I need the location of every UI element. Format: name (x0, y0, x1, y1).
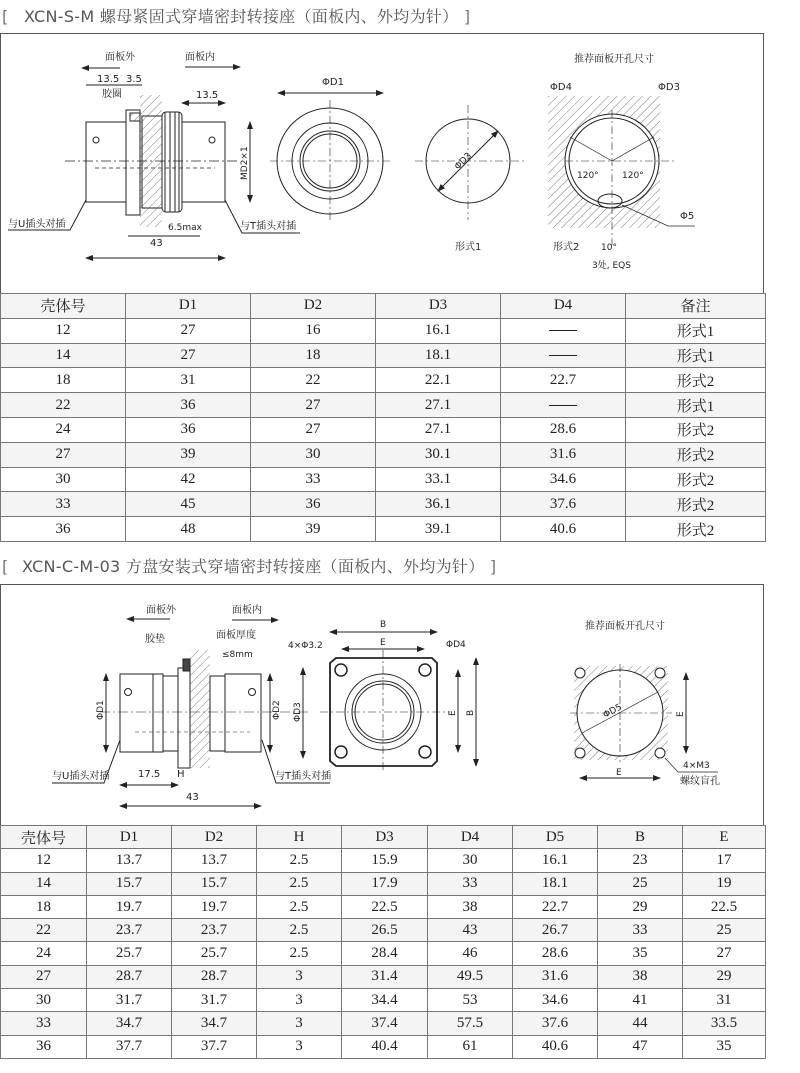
table-cell: 18 (251, 343, 376, 368)
table-cell: 15.7 (172, 872, 257, 895)
label-cutout-title: 推荐面板开孔尺寸 (585, 621, 665, 632)
table-cell: 46 (428, 942, 513, 965)
column-header: B (598, 826, 683, 849)
table-cell: 形式2 (626, 417, 766, 442)
label-panel-inside: 面板内 (232, 605, 262, 616)
bracket-open: [ (2, 557, 9, 576)
table-cell: 24 (1, 417, 126, 442)
table-cell: 形式2 (626, 517, 766, 542)
label-phi-d1: ΦD1 (322, 77, 344, 88)
table-cell: 48 (126, 517, 251, 542)
label-phi-d2: ΦD2 (272, 700, 282, 720)
section2-spec-table (0, 825, 766, 1059)
label-phi-5: Φ5 (680, 211, 695, 222)
table-cell: 36 (251, 492, 376, 517)
table-cell: 30 (1, 467, 126, 492)
dim-b-top: B (380, 620, 387, 630)
left-body (120, 674, 163, 752)
gasket-flange (178, 668, 190, 768)
label-phi-d3: ΦD3 (658, 82, 680, 93)
table-cell: 49.5 (428, 965, 513, 988)
table-cell: 33 (598, 919, 683, 942)
dim-e-right: E (676, 711, 686, 717)
column-header: D3 (376, 294, 501, 319)
table-cell: 16 (251, 318, 376, 343)
column-header: 备注 (626, 294, 766, 319)
dim-e-side: E (448, 710, 458, 716)
table-cell: 27 (126, 343, 251, 368)
column-header: D2 (251, 294, 376, 319)
table-cell: 23 (598, 849, 683, 872)
table-row (1, 895, 766, 918)
dim-3-5: 3.5 (126, 74, 142, 85)
dim-e-top: E (380, 638, 386, 648)
label-phi-d4: ΦD4 (550, 82, 572, 93)
table-cell: 25.7 (87, 942, 172, 965)
table-cell: 61 (428, 1035, 513, 1058)
table-cell: 31 (126, 368, 251, 393)
table-cell: 19 (683, 872, 766, 895)
table-cell: 18 (1, 895, 87, 918)
table-cell: 33 (428, 872, 513, 895)
table-cell: 27.1 (376, 393, 501, 418)
table-cell: 39.1 (376, 517, 501, 542)
table-cell: 形式1 (626, 318, 766, 343)
table-cell: 45 (126, 492, 251, 517)
table-cell: 22.7 (501, 368, 626, 393)
table-cell: 37.4 (342, 1012, 428, 1035)
table-cell: 42 (126, 467, 251, 492)
table-row (1, 849, 766, 872)
label-phi-d5: ΦD5 (601, 702, 624, 721)
column-header: 壳体号 (1, 294, 126, 319)
table-cell: 22 (251, 368, 376, 393)
table-cell: 27 (126, 318, 251, 343)
column-header: D3 (342, 826, 428, 849)
table-cell: 47 (598, 1035, 683, 1058)
table-cell: 17 (683, 849, 766, 872)
table-cell: 形式2 (626, 368, 766, 393)
label-panel-outside: 面板外 (146, 605, 176, 616)
gasket-section (183, 659, 190, 671)
table-cell: 33.5 (683, 1012, 766, 1035)
label-form2: 形式2 (553, 242, 580, 253)
table-cell: 37.7 (87, 1035, 172, 1058)
table-row (1, 1012, 766, 1035)
label-thickness-max: ≤8mm (222, 650, 253, 660)
table-cell: 40.4 (342, 1035, 428, 1058)
table-row (1, 965, 766, 988)
table-cell: 形式1 (626, 393, 766, 418)
table-cell: 53 (428, 989, 513, 1012)
table-cell: 27 (1, 965, 87, 988)
label-seal-ring: 胶圈 (102, 89, 122, 100)
table-cell: 22 (1, 393, 126, 418)
table-row (1, 1035, 766, 1058)
table-cell: 19.7 (172, 895, 257, 918)
table-cell: 30.1 (376, 442, 501, 467)
table-cell: 19.7 (87, 895, 172, 918)
column-header: D2 (172, 826, 257, 849)
dim-6-5max: 6.5max (168, 223, 202, 233)
table-cell: 31.6 (513, 965, 598, 988)
table-cell: 2.5 (257, 895, 342, 918)
section2-title-text: XCN-C-M-03 方盘安装式穿墙密封转接座（面板内、外均为针） (21, 557, 485, 576)
label-angle-120-right: 120° (622, 171, 644, 181)
label-panel-inside: 面板内 (185, 52, 215, 63)
bracket-close: ] (489, 557, 497, 576)
table-cell: 15.9 (342, 849, 428, 872)
table-cell: 25 (683, 919, 766, 942)
table-cell: 41 (598, 989, 683, 1012)
table-cell: 16.1 (513, 849, 598, 872)
table-cell: 44 (598, 1012, 683, 1035)
column-header: D1 (126, 294, 251, 319)
square-panel-cutout (570, 619, 720, 787)
table-cell: 36 (126, 417, 251, 442)
label-phi-d3-tol: ΦD3 (453, 151, 475, 173)
table-cell: 38 (598, 965, 683, 988)
table-cell: 3 (257, 965, 342, 988)
table-cell: 33 (1, 1012, 87, 1035)
table-cell: 30 (1, 989, 87, 1012)
table-cell: 14 (1, 872, 87, 895)
table-cell: 39 (251, 517, 376, 542)
label-blind-hole: 螺纹盲孔 (680, 776, 720, 787)
body-inside (210, 676, 225, 751)
label-thread: MD2×1 (240, 146, 250, 180)
dim-e-bottom: E (616, 768, 622, 778)
table-cell: 28.6 (513, 942, 598, 965)
table-cell: 28.6 (501, 417, 626, 442)
table-cell: 34.6 (513, 989, 598, 1012)
table-cell: 33 (251, 467, 376, 492)
table-cell: 形式2 (626, 442, 766, 467)
column-header: D1 (87, 826, 172, 849)
table-cell: 34.6 (501, 467, 626, 492)
table-cell: 25.7 (172, 942, 257, 965)
table-cell: 22.5 (342, 895, 428, 918)
table-cell: 37.6 (513, 1012, 598, 1035)
label-angle-120-left: 120° (577, 171, 599, 181)
section1-title-text: XCN-S-M 螺母紧固式穿墙密封转接座（面板内、外均为针） (23, 7, 459, 26)
table-cell: 33 (1, 492, 126, 517)
table-cell: 26.7 (513, 919, 598, 942)
dim-13-5-right: 13.5 (196, 90, 219, 101)
table-cell: 36.1 (376, 492, 501, 517)
label-phi-d1: ΦD1 (96, 700, 106, 720)
table-cell: 形式2 (626, 467, 766, 492)
table-cell: 12 (1, 318, 126, 343)
table-cell: 37.7 (172, 1035, 257, 1058)
label-m3: 4×M3 (683, 761, 710, 771)
column-header: D4 (428, 826, 513, 849)
side-view-flange-connector (52, 603, 331, 806)
label-holes: 4×Φ3.2 (288, 641, 323, 651)
table-cell: 30 (428, 849, 513, 872)
table-row (1, 872, 766, 895)
table-cell: 18.1 (513, 872, 598, 895)
dim-13-5-left: 13.5 (97, 74, 120, 85)
table-cell: 31.7 (87, 989, 172, 1012)
column-header: H (257, 826, 342, 849)
table-cell: 13.7 (87, 849, 172, 872)
table-cell: 40.6 (513, 1035, 598, 1058)
label-panel-outside: 面板外 (105, 52, 135, 63)
label-gasket: 胶垫 (145, 634, 165, 645)
table-cell: 27 (251, 417, 376, 442)
table-cell: 34.7 (87, 1012, 172, 1035)
table-cell: 22.7 (513, 895, 598, 918)
table-cell: 24 (1, 942, 87, 965)
square-flange-front-view (288, 620, 476, 772)
table-cell: 22.5 (683, 895, 766, 918)
table-cell: 35 (598, 942, 683, 965)
label-phi-d4: ΦD4 (446, 640, 466, 650)
table-cell: 36 (126, 393, 251, 418)
table-cell: 16.1 (376, 318, 501, 343)
table-cell: 28.7 (87, 965, 172, 988)
table-cell: 22.1 (376, 368, 501, 393)
flange-left (163, 676, 178, 751)
dim-43: 43 (186, 792, 199, 803)
table-cell: 形式2 (626, 492, 766, 517)
table-cell: 26.5 (342, 919, 428, 942)
table-cell: 34.7 (172, 1012, 257, 1035)
table-row (1, 942, 766, 965)
table-cell: 27 (251, 393, 376, 418)
label-angle-10: 10° (601, 243, 617, 253)
table-cell: 29 (598, 895, 683, 918)
label-mate-u: 与U插头对插 (8, 219, 66, 230)
table-cell: 18 (1, 368, 126, 393)
table-cell: 形式1 (626, 343, 766, 368)
table-cell: 27.1 (376, 417, 501, 442)
right-body (225, 674, 261, 752)
table-cell: 3 (257, 989, 342, 1012)
label-mate-u: 与U插头对插 (52, 771, 110, 782)
bracket-open: [ (2, 7, 9, 26)
table-cell: 15.7 (87, 872, 172, 895)
table-cell: 39 (126, 442, 251, 467)
table-cell: 37.6 (501, 492, 626, 517)
table-row (1, 919, 766, 942)
table-cell: 31.4 (342, 965, 428, 988)
table-cell: 43 (428, 919, 513, 942)
table-cell: 27 (1, 442, 126, 467)
table-cell: 38 (428, 895, 513, 918)
table-cell: 31.7 (172, 989, 257, 1012)
column-header: 壳体号 (1, 826, 87, 849)
table-cell: 2.5 (257, 872, 342, 895)
label-mate-t: 与T插头对插 (240, 221, 297, 232)
label-phi-d3: ΦD3 (293, 702, 303, 722)
table-cell: 40.6 (501, 517, 626, 542)
table-cell: 27 (683, 942, 766, 965)
dim-h: H (177, 769, 185, 780)
table-cell: 36 (1, 1035, 87, 1058)
table-cell: 12 (1, 849, 87, 872)
table-cell: 28.7 (172, 965, 257, 988)
label-cutout-title: 推荐面板开孔尺寸 (574, 54, 654, 65)
table-header-row (1, 826, 766, 849)
bracket-close: ] (463, 7, 471, 26)
table-cell: 3 (257, 1035, 342, 1058)
table-cell: 35 (683, 1035, 766, 1058)
table-cell: 29 (683, 965, 766, 988)
column-header: E (683, 826, 766, 849)
table-cell: 22 (1, 919, 87, 942)
table-cell: 36 (1, 517, 126, 542)
table-cell: 30 (251, 442, 376, 467)
table-cell: 2.5 (257, 919, 342, 942)
table-cell: 23.7 (172, 919, 257, 942)
dim-43: 43 (150, 238, 163, 249)
dim-b-side: B (466, 709, 476, 716)
table-cell: 18.1 (376, 343, 501, 368)
table-cell: 17.9 (342, 872, 428, 895)
column-header: D4 (501, 294, 626, 319)
dim-17-5: 17.5 (138, 769, 161, 780)
table-cell: 3 (257, 1012, 342, 1035)
column-header: D5 (513, 826, 598, 849)
table-cell: 14 (1, 343, 126, 368)
panel-wall (190, 650, 210, 768)
label-form1: 形式1 (455, 242, 482, 253)
table-cell: 2.5 (257, 942, 342, 965)
table-cell: 31.6 (501, 442, 626, 467)
table-cell: 57.5 (428, 1012, 513, 1035)
table-cell: 34.4 (342, 989, 428, 1012)
table-cell: 13.7 (172, 849, 257, 872)
table-row (1, 989, 766, 1012)
table-cell: 33.1 (376, 467, 501, 492)
table-cell: 28.4 (342, 942, 428, 965)
label-panel-thickness: 面板厚度 (216, 630, 256, 641)
table-cell: 23.7 (87, 919, 172, 942)
label-eqs: 3处, EQS (592, 261, 631, 271)
table-cell: 2.5 (257, 849, 342, 872)
label-mate-t: 与T插头对插 (275, 771, 332, 782)
table-cell: 31 (683, 989, 766, 1012)
table-cell: 25 (598, 872, 683, 895)
